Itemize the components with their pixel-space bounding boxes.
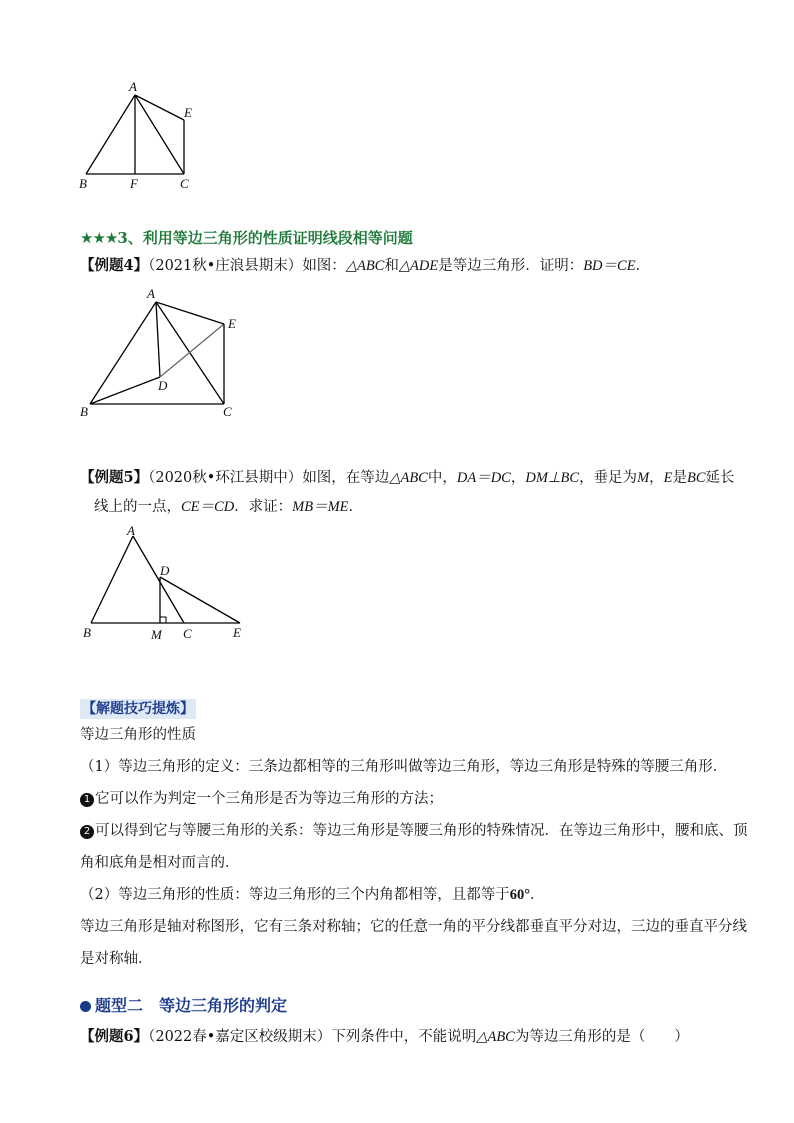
- tips-label: 【解题技巧提炼】: [82, 701, 194, 717]
- example-5-text-d: 是: [672, 470, 688, 486]
- fig3-label-d: D: [160, 563, 170, 578]
- figure-1-lines: [86, 95, 184, 174]
- example-6-tri: △ABC: [476, 1029, 515, 1045]
- example-5-sep-2: ，: [649, 470, 664, 486]
- tips-p4-end: ．: [530, 887, 545, 903]
- example-5-line-1: [80, 468, 735, 488]
- example-5-point-e: E: [663, 470, 673, 486]
- example-6-tag: 【例题6】: [80, 1028, 149, 1045]
- type-2-title: 题型二 等边三角形的判定: [95, 996, 288, 1015]
- example-4-tri2: △ADE: [398, 258, 439, 274]
- fig1-label-c: C: [180, 176, 189, 191]
- section-3-heading: [80, 228, 413, 249]
- tips-p3-text: 可以得到它与等腰三角形的关系：等边三角形是等腰三角形的特殊情况．在等边三角形中，腰和底、顶: [95, 823, 748, 839]
- tips-p3: [80, 821, 748, 841]
- fig3-label-c: C: [183, 626, 192, 641]
- example-5-line-2: [94, 497, 363, 517]
- example-4-source: （2021秋•庄浪县期末）: [148, 258, 303, 274]
- example-4: [80, 256, 650, 276]
- fig2-label-d: D: [158, 378, 168, 393]
- example-5-source: （2020秋•环江县期中）: [148, 470, 303, 486]
- fig2-label-b: B: [80, 404, 88, 419]
- example-5-cond-1: DA＝DC: [456, 470, 511, 486]
- fig3-label-b: B: [83, 625, 91, 640]
- fig3-label-m: M: [151, 627, 162, 642]
- example-4-tri1: △ABC: [345, 258, 385, 274]
- fig2-label-a: A: [147, 286, 155, 301]
- type-2-heading: [80, 996, 287, 1017]
- number-1-icon: 1: [80, 793, 94, 807]
- example-5-cond-2: DM⊥BC: [525, 470, 580, 486]
- fig1-label-e: E: [184, 105, 192, 120]
- tips-p2-text: 它可以作为判定一个三角形是否为等边三角形的方法；: [95, 791, 443, 807]
- example-5-text-c: ，垂足为: [579, 470, 638, 486]
- example-5-tri: △ABC: [389, 470, 428, 486]
- tips-heading: 等边三角形的性质: [80, 727, 196, 743]
- fig2-label-e: E: [228, 316, 236, 331]
- tips-p5b: 是对称轴．: [80, 951, 153, 967]
- figure-2-lines: [90, 302, 224, 404]
- example-6-text-a: 下列条件中，不能说明: [331, 1029, 477, 1045]
- example-6-source: （2022春•嘉定区校级期末）: [148, 1029, 332, 1045]
- fig1-label-b: B: [79, 176, 87, 191]
- tips-p1: （1）等边三角形的定义：三条边都相等的三角形叫做等边三角形，等边三角形是特殊的等腰三角形．: [80, 759, 728, 775]
- tips-p4-degree: 60°: [509, 887, 531, 903]
- tips-p5: 等边三角形是轴对称图形，它有三条对称轴；它的任意一角的平分线都垂直平分对边，三边的垂直平分线: [80, 919, 747, 935]
- figure-3: [76, 520, 266, 645]
- example-5-text-e: 延长: [705, 470, 735, 486]
- example-5-sep-1: ，: [510, 470, 526, 486]
- example-4-tag: 【例题4】: [80, 257, 149, 274]
- example-4-and: 和: [384, 258, 399, 274]
- example-4-text: 如图：: [302, 258, 346, 274]
- example-6: [80, 1027, 689, 1047]
- example-5-text-b: 中，: [427, 470, 457, 486]
- tips-p3b: 角和底角是相对而言的．: [80, 855, 240, 871]
- tips-p4-text: （2）等边三角形的性质：等边三角形的三个内角都相等，且都等于: [80, 887, 510, 903]
- example-5-tag: 【例题5】: [80, 469, 149, 486]
- bullet-dot-icon: [80, 1001, 91, 1012]
- figure-3-lines: [91, 536, 240, 623]
- fig1-label-a: A: [129, 79, 137, 94]
- example-4-text-mid: 是等边三角形．证明：: [438, 258, 584, 274]
- fig3-label-a: A: [127, 523, 135, 538]
- example-5-text-g: ．求证：: [234, 499, 293, 515]
- star-rating-icon: ★★★: [80, 229, 118, 247]
- fig1-label-f: F: [130, 176, 138, 191]
- figure-1: [76, 78, 226, 198]
- example-4-equation: BD＝CE: [583, 258, 636, 274]
- tips-p4: [80, 885, 545, 905]
- example-5-text-h: ．: [348, 499, 364, 515]
- fig2-label-c: C: [223, 404, 232, 419]
- example-5-cond-3: CE＝CD: [181, 499, 235, 515]
- example-5-text-a: 如图，在等边: [302, 470, 390, 486]
- example-6-text-b: 为等边三角形的是（ ）: [514, 1029, 689, 1045]
- example-5-point-m: M: [637, 470, 650, 486]
- tips-p2: [80, 789, 443, 809]
- example-5-text-f: 线上的一点，: [94, 499, 181, 515]
- section-3-title: 3、利用等边三角形的性质证明线段相等问题: [117, 229, 413, 247]
- figure-2: [76, 284, 256, 424]
- number-2-icon: 2: [80, 825, 94, 839]
- example-5-cond-4: MB＝ME: [292, 499, 349, 515]
- example-5-segment-bc: BC: [687, 470, 706, 486]
- fig3-label-e: E: [233, 625, 241, 640]
- example-4-end: ．: [635, 258, 651, 274]
